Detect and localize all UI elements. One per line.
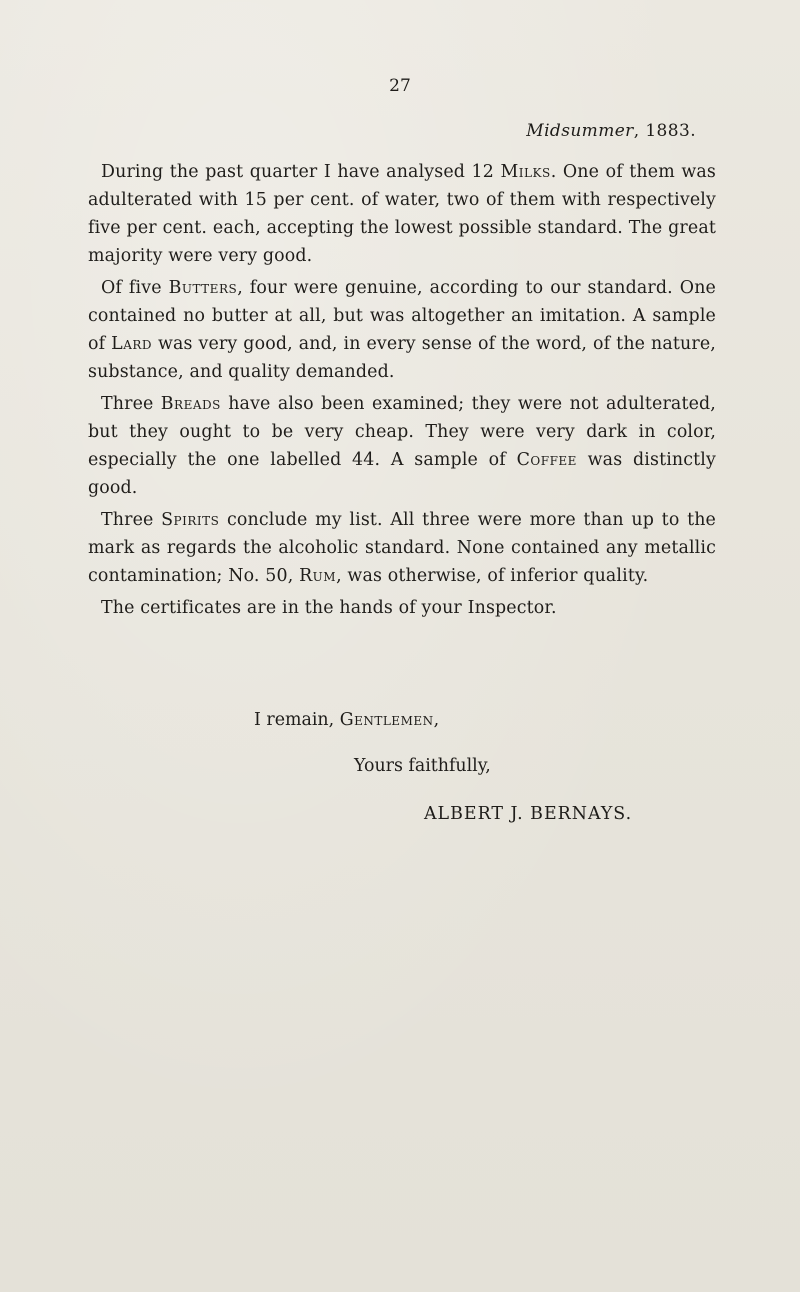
text-run: was distinctly good. xyxy=(88,450,716,498)
paragraph-milks xyxy=(88,158,716,270)
paragraph-butters xyxy=(88,274,716,386)
date-season: Midsummer xyxy=(526,121,634,141)
text-run: conclude my list. All three were more than up to the mark as regards the alcoholic standard. None contained any metallic contamination; No. 50, xyxy=(88,510,717,586)
page-number: 27 xyxy=(389,76,411,96)
term-breads: Breads xyxy=(160,394,221,414)
text-run: , four were genuine, according to our standard. One contained no butter at all, but was altogether an imitation. A sample of xyxy=(88,278,716,354)
text-run: Of five xyxy=(101,278,169,298)
text-run: . One of them was adulterated with 15 per cent. of water, two of them with respectively five per cent. each, accepting the lowest possible standard. The great majority were very good. xyxy=(88,162,717,266)
text-run: I remain, xyxy=(254,710,340,730)
term-coffee: Coffee xyxy=(516,450,577,470)
closing-yours: Yours faithfully, xyxy=(354,756,491,776)
text-run: , xyxy=(433,710,440,730)
date-year: , 1883. xyxy=(633,121,696,141)
text-run: Three xyxy=(101,510,162,530)
text-run: , was otherwise, of inferior quality. xyxy=(336,566,649,586)
text-run: have also been examined; they were not adulterated, but they ought to be very cheap. They were very dark in color, especially the one labelled 44. A sample of xyxy=(88,394,716,470)
show-through-decoration xyxy=(20,118,60,158)
signature: ALBERT J. BERNAYS. xyxy=(424,804,633,824)
text-run: During the past quarter I have analysed 12 xyxy=(101,162,501,182)
closing-remain xyxy=(254,710,439,730)
date-line xyxy=(526,121,696,141)
term-butters: Butters xyxy=(168,278,238,298)
paragraph-spirits xyxy=(88,506,716,590)
term-rum: Rum xyxy=(299,566,337,586)
text-run: was very good, and, in every sense of the word, of the nature, substance, and quality demanded. xyxy=(88,334,716,382)
text-run: Three xyxy=(101,394,161,414)
term-milks: Milks xyxy=(500,162,551,182)
paragraph-certificates: The certificates are in the hands of your Inspector. xyxy=(101,598,557,618)
term-gentlemen: Gentlemen xyxy=(339,710,434,730)
term-spirits: Spirits xyxy=(161,510,220,530)
term-lard: Lard xyxy=(111,334,153,354)
paragraph-breads xyxy=(88,390,716,502)
report-body xyxy=(88,158,716,626)
